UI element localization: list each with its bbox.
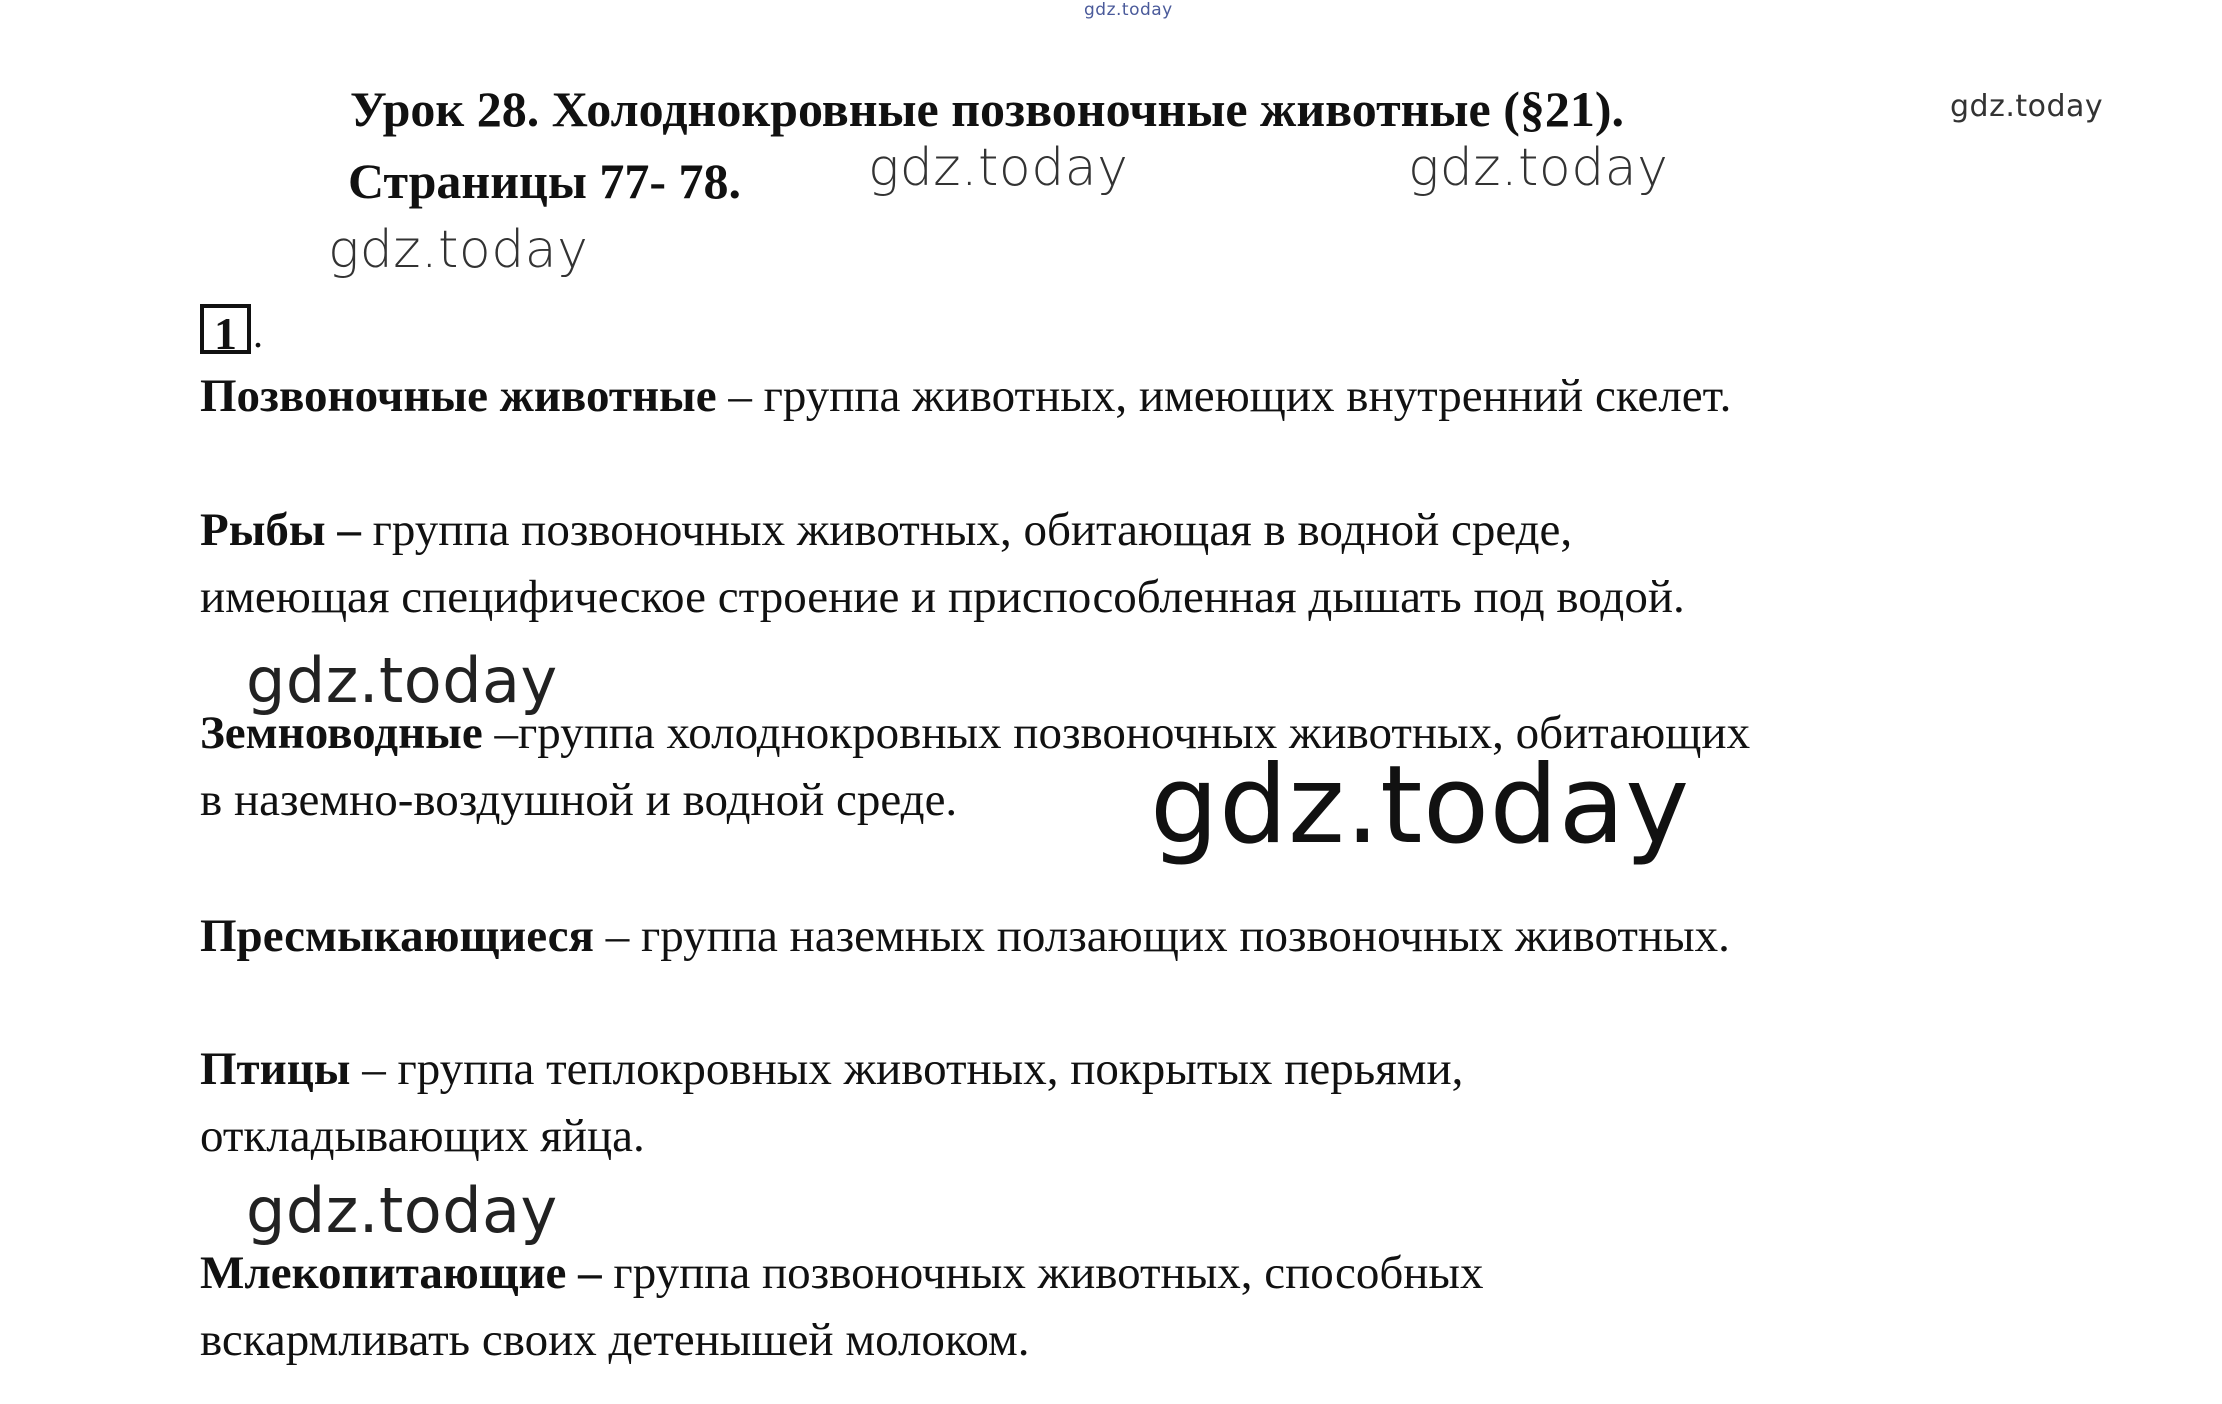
- definition-term: Земноводные: [200, 707, 483, 759]
- definition-vertebrates: [200, 363, 1731, 430]
- definition-reptiles: [200, 903, 1730, 970]
- definition-term: Рыбы –: [200, 504, 361, 556]
- definition-line: откладывающих яйца.: [200, 1110, 645, 1162]
- definition-term: Позвоночные животные: [200, 370, 717, 422]
- definition-text: – группа наземных ползающих позвоночных животных.: [593, 910, 1730, 962]
- definition-line: [200, 363, 1731, 430]
- task-number-dot: .: [253, 311, 263, 356]
- definition-line: [200, 497, 1685, 564]
- definition-line: вскармливать своих детенышей молоком.: [200, 1314, 1030, 1366]
- definition-line: [200, 1240, 1483, 1307]
- definition-mammals: [200, 1240, 1483, 1374]
- watermark-left-mid: gdz.today: [246, 644, 558, 717]
- definition-fish: [200, 497, 1685, 631]
- definition-text: группа позвоночных животных, обитающая в водной среде,: [360, 504, 1573, 556]
- watermark-next-to-pages-1: gdz.today: [868, 138, 1129, 198]
- definition-line: в наземно-воздушной и водной среде.: [200, 774, 958, 826]
- task-number: [200, 294, 263, 359]
- definition-birds: [200, 1036, 1463, 1170]
- watermark-next-to-pages-2: gdz.today: [1408, 138, 1669, 198]
- watermark-top-right: gdz.today: [1950, 89, 2104, 124]
- definition-line: [200, 1036, 1463, 1103]
- definition-text: группа позвоночных животных, способных: [601, 1247, 1484, 1299]
- lesson-pages: Страницы 77- 78.: [348, 153, 742, 209]
- definition-line: имеющая специфическое строение и приспособленная дышать под водой.: [200, 571, 1685, 623]
- definition-term: Пресмыкающиеся: [200, 910, 594, 962]
- definition-text: – группа теплокровных животных, покрытых перьями,: [350, 1043, 1464, 1095]
- lesson-title: Урок 28. Холоднокровные позвоночные животные (§21).: [350, 81, 1625, 137]
- definition-text: –группа холоднокровных позвоночных животных, обитающих: [482, 707, 1751, 759]
- definition-text: – группа животных, имеющих внутренний скелет.: [716, 370, 1732, 422]
- definition-term: Птицы: [200, 1043, 351, 1095]
- watermark-center-big: gdz.today: [1150, 743, 1690, 868]
- watermark-left-bottom: gdz.today: [246, 1174, 558, 1247]
- watermark-under-pages: gdz.today: [328, 220, 589, 280]
- task-number-box: 1: [200, 304, 251, 354]
- definition-term: Млекопитающие –: [200, 1247, 602, 1299]
- watermark-top-tiny: gdz.today: [1084, 0, 1173, 20]
- definition-line: [200, 903, 1730, 970]
